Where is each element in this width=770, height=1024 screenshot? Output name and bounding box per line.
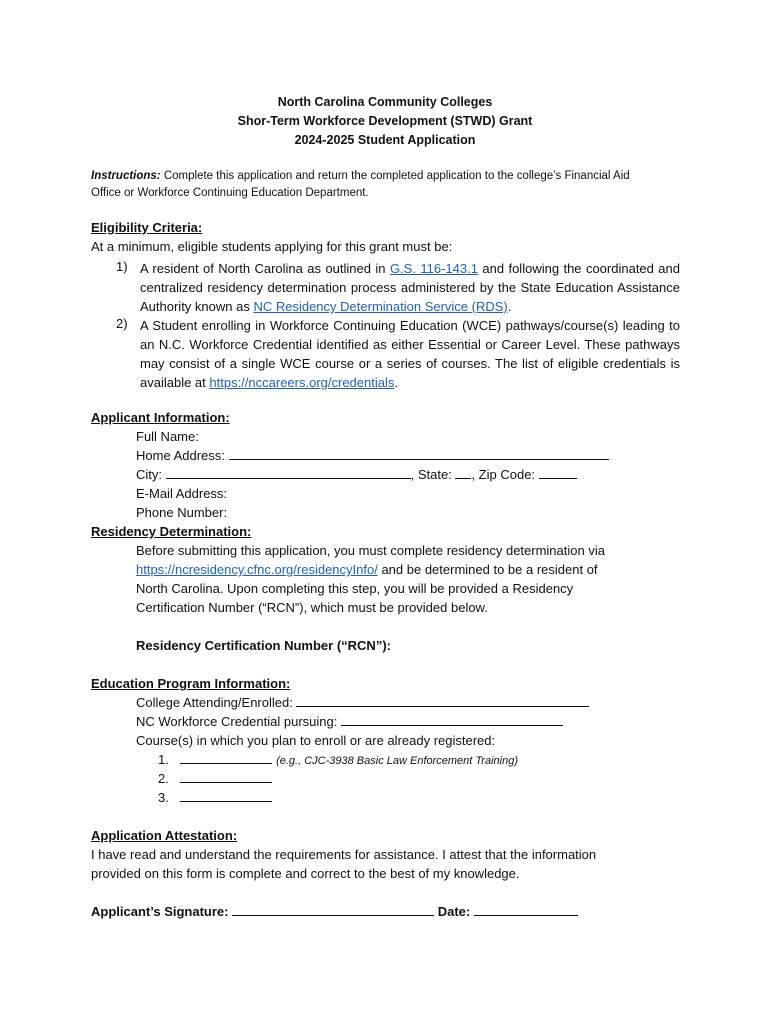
item-1-text-a: A resident of North Carolina as outlined in bbox=[140, 261, 390, 276]
rds-link[interactable]: NC Residency Determination Service (RDS) bbox=[253, 299, 508, 314]
attestation-heading: Application Attestation: bbox=[91, 828, 238, 843]
gs-statute-link[interactable]: G.S. 116-143.1 bbox=[389, 261, 478, 276]
credential-field[interactable] bbox=[341, 714, 563, 726]
home-address-label: Home Address: bbox=[136, 448, 225, 463]
full-name-label: Full Name: bbox=[136, 429, 199, 444]
credentials-link[interactable]: https://nccareers.org/credentials bbox=[209, 375, 395, 390]
phone-label: Phone Number: bbox=[136, 505, 228, 520]
date-field[interactable] bbox=[474, 904, 578, 916]
applicant-heading: Applicant Information: bbox=[91, 410, 230, 425]
residency-info-link[interactable]: https://ncresidency.cfnc.org/residencyInfo/ bbox=[136, 562, 378, 577]
attestation-line-1: I have read and understand the requirements for assistance. I attest that the information bbox=[91, 847, 597, 862]
course-row-1 bbox=[158, 752, 518, 767]
item-2-text-b: . bbox=[394, 375, 398, 390]
instructions-text-2: Office or Workforce Continuing Education Department. bbox=[91, 187, 369, 199]
course-3-field[interactable] bbox=[180, 790, 272, 802]
eligibility-intro: At a minimum, eligible students applying for this grant must be: bbox=[91, 239, 453, 254]
residency-text-4: Certification Number (“RCN”), which must be provided below. bbox=[136, 600, 488, 615]
course-example: (e.g., CJC-3938 Basic Law Enforcement Training) bbox=[276, 755, 518, 767]
residency-text-3: North Carolina. Upon completing this step, you will be provided a Residency bbox=[136, 581, 574, 596]
zip-field[interactable] bbox=[539, 467, 577, 479]
item-1-text-b: and following the coordinated and centralized residency determination process administered by the State Education Assistance Authority known as bbox=[140, 261, 680, 314]
home-address-row bbox=[136, 448, 609, 463]
course-row-2 bbox=[158, 771, 272, 786]
college-label: College Attending/Enrolled: bbox=[136, 695, 293, 710]
instructions-label: Instructions: bbox=[91, 170, 161, 182]
state-field[interactable] bbox=[455, 467, 471, 479]
home-address-field[interactable] bbox=[229, 448, 609, 460]
email-label: E-Mail Address: bbox=[136, 486, 228, 501]
item-2-text-a: A Student enrolling in Workforce Continuing Education (WCE) pathways/course(s) leading to an N.C. Workforce Credential identified as either Essential or Career Level. These pathways may consist of a single WCE course or a series of courses. The list of eligible credentials is available at bbox=[140, 318, 680, 390]
residency-text-2b: and be determined to be a resident of bbox=[377, 562, 598, 577]
attestation-line-2: provided on this form is complete and correct to the best of my knowledge. bbox=[91, 866, 520, 881]
courses-label: Course(s) in which you plan to enroll or are already registered: bbox=[136, 733, 496, 748]
instructions-text: Complete this application and return the completed application to the college’s Financial Aid bbox=[160, 170, 630, 182]
header-line-1: North Carolina Community Colleges bbox=[277, 95, 493, 109]
eligibility-item-2 bbox=[140, 316, 680, 392]
rcn-label: Residency Certification Number (“RCN”): bbox=[136, 638, 391, 653]
course-1-field[interactable] bbox=[180, 752, 272, 764]
course-3-number: 3. bbox=[158, 790, 169, 805]
college-field[interactable] bbox=[296, 695, 589, 707]
signature-row bbox=[91, 904, 578, 919]
signature-label: Applicant’s Signature: bbox=[91, 904, 229, 919]
date-label: Date: bbox=[437, 904, 471, 919]
city-row bbox=[136, 467, 577, 482]
credential-row bbox=[136, 714, 563, 729]
course-2-field[interactable] bbox=[180, 771, 272, 783]
zip-label: , Zip Code: bbox=[471, 467, 536, 482]
course-row-3 bbox=[158, 790, 272, 805]
instructions bbox=[91, 170, 630, 182]
course-1-number: 1. bbox=[158, 752, 169, 767]
residency-text-1: Before submitting this application, you must complete residency determination via bbox=[136, 543, 605, 558]
item-1-text-c: . bbox=[507, 299, 512, 314]
eligibility-item-2-number: 2) bbox=[116, 316, 128, 331]
header-line-3: 2024-2025 Student Application bbox=[294, 133, 476, 147]
signature-field[interactable] bbox=[232, 904, 434, 916]
header-line-2: Shor-Term Workforce Development (STWD) Grant bbox=[237, 114, 533, 128]
education-heading: Education Program Information: bbox=[91, 676, 291, 691]
state-label: , State: bbox=[410, 467, 452, 482]
credential-label: NC Workforce Credential pursuing: bbox=[136, 714, 338, 729]
eligibility-heading: Eligibility Criteria: bbox=[91, 220, 203, 235]
eligibility-item-1-number: 1) bbox=[116, 259, 128, 274]
residency-text-2 bbox=[136, 562, 598, 577]
eligibility-item-1 bbox=[140, 259, 680, 316]
college-row bbox=[136, 695, 589, 710]
residency-heading: Residency Determination: bbox=[91, 524, 252, 539]
course-2-number: 2. bbox=[158, 771, 169, 786]
city-field[interactable] bbox=[166, 467, 411, 479]
city-label: City: bbox=[136, 467, 162, 482]
